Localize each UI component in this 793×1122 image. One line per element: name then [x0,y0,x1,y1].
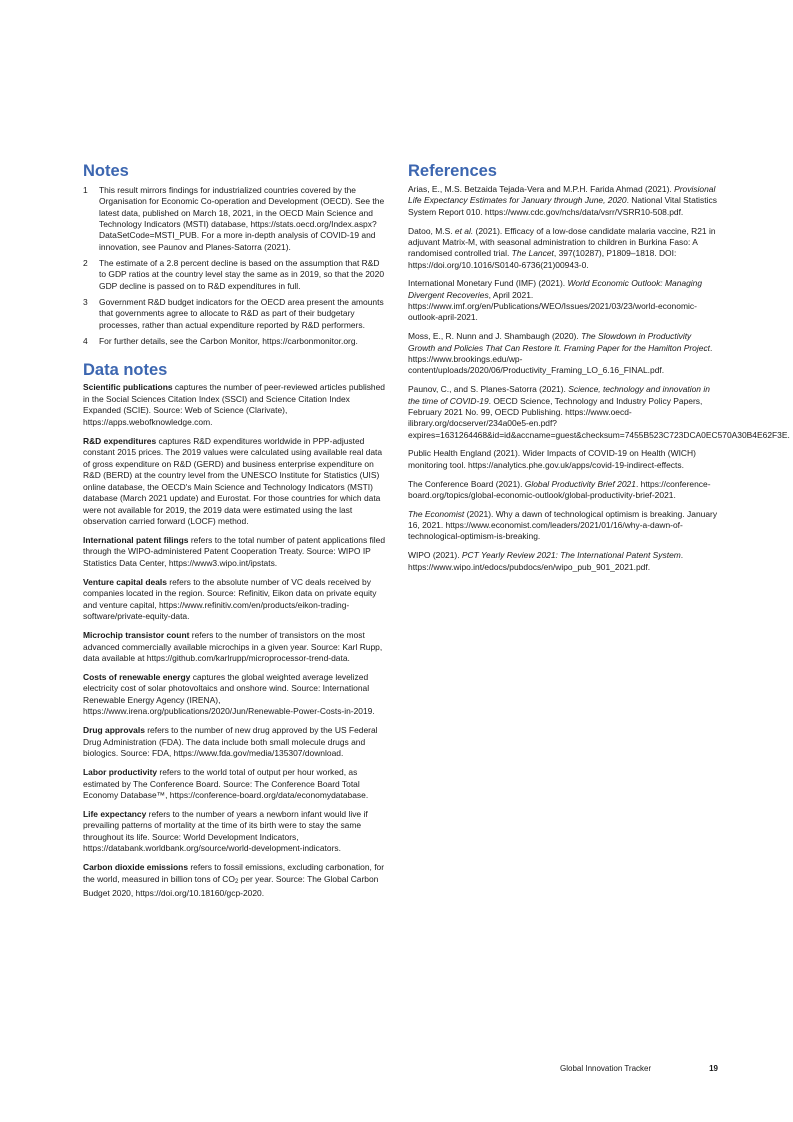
data-note-term: Scientific publications [83,382,173,393]
data-note-term: Costs of renewable energy [83,671,191,682]
data-note-item [83,577,388,623]
reference-text: . OECD Science, Technology and Industry Policy Papers, February 2021 No. 99, OECD Publishing. https://www.oecd-ilibrary.org/docserver/234a00e5-en.pdf?expires=1631264468&id=id&accname=guest&checksum=7455B523C723DCA0EC570A30B4E62F3E. [408,395,790,440]
data-note-item [83,809,388,855]
data-note-item [83,630,388,664]
reference-text: WIPO (2021). [408,550,462,561]
reference-title: Science, technology and innovation in the time of COVID-19 [408,384,710,406]
data-note-term: Life expectancy [83,808,147,819]
note-text: Government R&D budget indicators for the OECD area present the amounts that governments agree to allocate to R&D as part of their budgetary processes, rather than actual expenditure reported by R&D performers. [99,297,384,330]
data-note-text: captures R&D expenditures worldwide in PPP-adjusted constant 2015 prices. The 2019 values were calculated using available real data of gross expenditure on R&D (GERD) and business enterprise expenditure on R&D (BERD) at the country level from the UNESCO Institute for Statistics (UIS) online database, the OECD's Main Science and Technology Indicators (MSTI) database (March 2021 update) and Eurostat. For those countries for which data were not available for 2019, the 2019 data were estimated using the last observation carried forward (LOCF) method. [83,435,383,526]
note-number: 4 [83,336,88,347]
data-note-term: R&D expenditures [83,435,157,446]
data-note-item [83,436,388,528]
reference-item [408,226,720,271]
notes-list [83,185,388,347]
data-note-text: captures the number of peer-reviewed articles published in the Social Sciences Citation Index (SSCI) and Science Citation Index Expanded (SCIE). Source: Web of Science (Clarivate), https://apps.webofknowledge.com. [83,382,386,427]
left-column [83,160,388,907]
data-note-text: per year. Source: The Global Carbon Budget 2020, https://doi.org/10.18160/gcp-2020. [83,873,379,899]
reference-item [408,331,720,376]
reference-item [408,550,720,573]
right-column [408,160,790,580]
reference-title: PCT Yearly Review 2021: The International Patent System [461,550,681,561]
reference-text: . https://conference-board.org/topics/global-economic-outlook/global-productivity-brief-2021. [408,478,711,500]
reference-title: The Lancet [511,248,554,259]
data-note-term: International patent filings [83,534,189,545]
notes-heading: Notes [83,162,129,180]
data-note-item [83,535,388,569]
reference-title: The Economist [408,508,465,519]
data-note-text: refers to the absolute number of VC deals received by companies located in the region. Source: Refinitiv, Eikon data on private equity and venture capital, https://www.refinitiv.com/en/products/eikon-trading-software/private-equity-data. [83,576,377,622]
reference-title: Provisional Life Expectancy Estimates for January through June, 2020 [408,184,716,206]
reference-text: . National Vital Statistics System Report 010. https://www.cdc.gov/nchs/data/vsrr/VSRR10-508.pdf. [408,195,717,217]
co2-subscript: 2 [234,878,239,885]
note-text: The estimate of a 2.8 percent decline is based on the assumption that R&D to GDP ratios at the country level stay the same as in 2019, so that the 2020 GDP decline is passed on to R&D expenditures in full. [99,258,385,291]
reference-item [408,448,720,471]
reference-item [408,509,720,543]
reference-text: The Conference Board (2021). [408,478,525,489]
references-list [408,184,790,573]
note-number: 3 [83,297,88,308]
data-note-term: Carbon dioxide emissions [83,862,189,873]
reference-title: The Slowdown in Productivity Growth and Policies That Can Restore It. Framing Paper for the Hamilton Project [408,331,711,353]
data-note-term: Labor productivity [83,767,158,778]
note-item [83,185,388,253]
page-number: 19 [709,1064,718,1073]
reference-item [408,184,720,218]
reference-text: Arias, E., M.S. Betzaida Tejada-Vera and M.P.H. Farida Ahmad (2021). [408,184,675,194]
note-item [83,336,388,347]
data-note-item [83,672,388,718]
reference-text: (2021). Efficacy of a low-dose candidate malaria vaccine, R21 in adjuvant Matrix-M, with seasonal administration to children in Burkina Faso: A randomised controlled trial. [408,225,716,259]
reference-title: World Economic Outlook: Managing Divergent Recoveries [408,278,703,300]
data-note-item [83,725,388,759]
data-note-text: refers to the total number of patent applications filed through the WIPO-administered Patent Cooperation Treaty. Source: WIPO IP Statistics Data Center, https://www3.wipo.int/ipstats. [83,534,386,568]
reference-title: Global Productivity Brief 2021 [524,478,636,489]
reference-text: International Monetary Fund (IMF) (2021). [408,278,568,289]
reference-text: . https://www.brookings.edu/wp-content/uploads/2020/06/Productivity_Framing_LO_6.16_FINAL.pdf. [408,342,713,376]
reference-text: (2021). Why a dawn of technological optimism is breaking. January 16, 2021. https://www.economist.com/leaders/2021/01/16/why-a-dawn-of-technological-optimism-is-breaking. [408,508,718,542]
data-note-text: refers to the number of new drug approved by the US Federal Drug Administration (FDA). The data include both small molecule drugs and biologics. Source: FDA, https://www.fda.gov/media/135307/download. [83,725,378,759]
note-text: For further details, see the Carbon Monitor, https://carbonmonitor.org. [99,336,358,347]
note-number: 2 [83,258,88,269]
reference-italic: et al. [454,225,474,236]
reference-text: , April 2021. https://www.imf.org/en/Publications/WEO/Issues/2021/03/23/world-economic-outlook-april-2021. [408,289,697,323]
references-heading: References [408,162,497,180]
reference-item [408,278,720,323]
data-note-text: refers to the world total of output per hour worked, as estimated by The Conference Board. Source: The Conference Board Total Economy Database™, https://conference-board.org/data/economydatabase. [83,767,369,801]
data-notes-heading: Data notes [83,361,168,380]
reference-text: Public Health England (2021). Wider Impacts of COVID-19 on Health (WICH) monitoring tool. https://analytics.phe.gov.uk/apps/covid-19-indirect-effects. [408,448,696,470]
data-note-item [83,767,388,801]
reference-text: Moss, E., R. Nunn and J. Shambaugh (2020). [408,331,582,342]
data-notes-list [83,382,388,899]
reference-text: . https://www.wipo.int/edocs/pubdocs/en/wipo_pub_901_2021.pdf. [408,550,684,572]
data-note-term: Drug approvals [83,725,145,736]
note-number: 1 [83,185,88,195]
note-text: This result mirrors findings for industrialized countries covered by the Organisation for Economic Co-operation and Development (OECD). See the latest data, published on March 18, 2021, in the OECD Main Science and Technology Indicators (MSTI) database, https://stats.oecd.org/Index.aspx?DataSetCode=MSTI_PUB. For a more in-depth analysis of COVID-19 and innovation, see Paunov and Planes-Satorra (2021). [99,185,385,252]
reference-item [408,479,720,502]
reference-item [408,384,790,441]
reference-text: Datoo, M.S. [408,225,455,236]
data-note-term: Venture capital deals [83,576,167,587]
data-note-text: refers to fossil emissions, excluding carbonation, for the world, measured in billion tons of CO [83,862,385,884]
reference-text: Paunov, C., and S. Planes-Satorra (2021). [408,384,569,395]
data-note-text: refers to the number of years a newborn infant would live if prevailing patterns of mortality at the time of its birth were to stay the same throughout its life. Source: World Development Indicators, https://databank.worldbank.org/source/world-development-indicators. [83,808,368,854]
data-note-item [83,382,388,428]
data-note-term: Microchip transistor count [83,630,190,641]
data-note-text: captures the global weighted average levelized electricity cost of solar photovoltaics and onshore wind. Source: International Renewable Energy Agency (IRENA), https://www.irena.org/publications/2020/Jun/Renewable-Power-Costs-in-2019. [83,671,375,717]
note-item [83,297,388,331]
footer-publication-title: Global Innovation Tracker [560,1064,652,1073]
reference-text: , 397(10287), P1809–1818. DOI: https://doi.org/10.1016/S0140-6736(21)00943-0. [408,248,677,270]
data-note-text: refers to the number of transistors on the most advanced commercially available microchips in a given year. Source: Karl Rupp, data available at https://github.com/karlrupp/microprocessor-trend-data. [83,630,383,663]
data-note-item [83,862,388,899]
note-item [83,258,388,292]
